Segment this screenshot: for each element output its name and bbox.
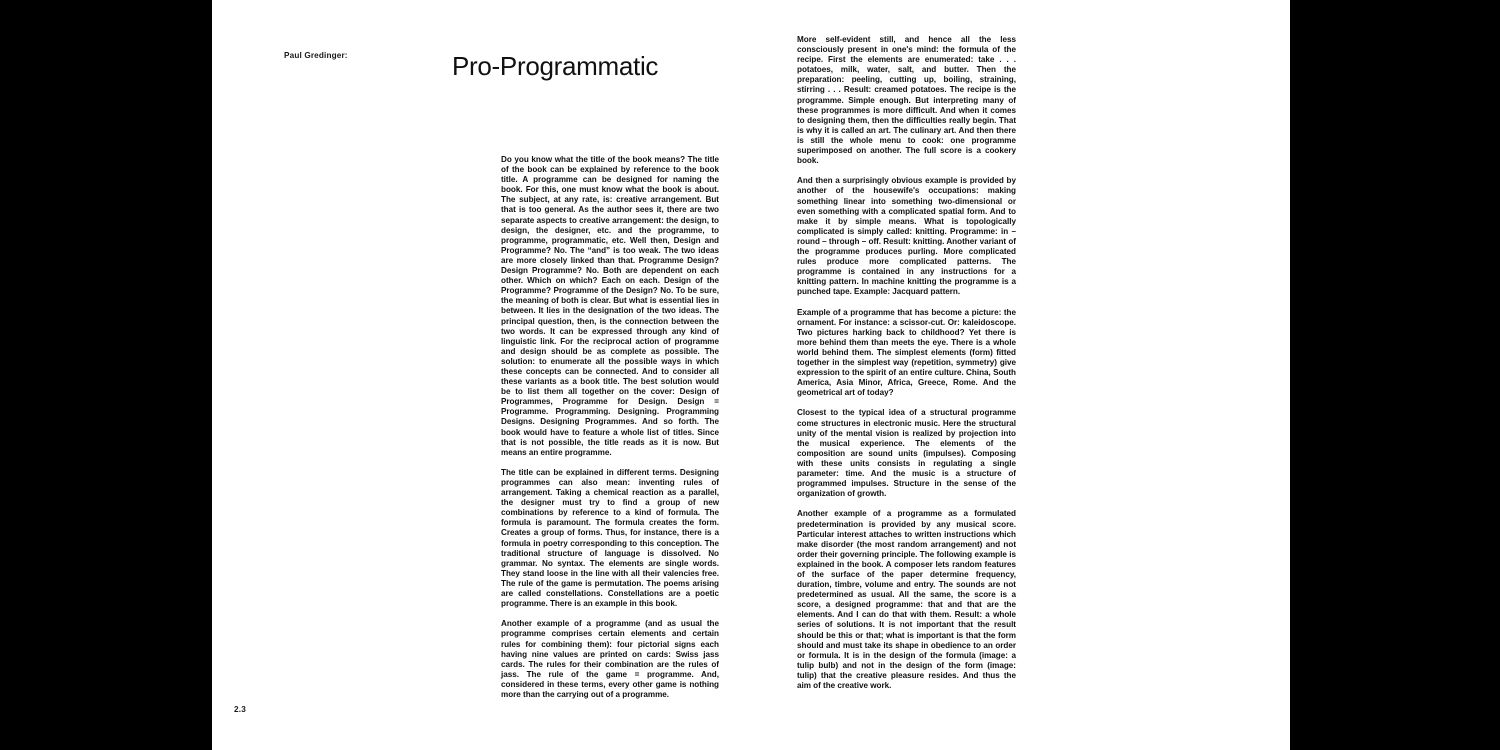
- paragraph: Another example of a programme (and as usual the programme comprises certain elements and certain rules for combining them): four pictorial signs each having nine values are printed on cards: Swiss jass cards. The rules for their combination are the rules of jass. The rule of the game = programme. And, considered in these terms, every other game is nothing more than the carrying out of a programme.: [501, 619, 719, 699]
- paragraph: The title can be explained in different terms. Designing programmes can also mean: inventing rules of arrangement. Taking a chemical reaction as a parallel, the designer must try to find a group of new combinations by reference to a kind of formula. The formula is paramount. The formula creates the form. Creates a group of forms. Thus, for instance, there is a formula in poetry corresponding to this conception. The traditional structure of language is dissolved. No grammar. No syntax. The elements are single words. They stand loose in the line with all their valencies free. The rule of the game is permutation. The poems arising are called constellations. Constellations are a poetic programme. There is an example in this book.: [501, 467, 719, 609]
- paragraph: Do you know what the title of the book means? The title of the book can be explained by reference to the book title. A programme can be designed for naming the book. For this, one must know what the book is about. The subject, at any rate, is: creative arrangement. But that is too general. As the author sees it, there are two separate aspects to creative arrangement: the design, to design, the designer, etc. and the programme, to programme, programmatic, etc. Well then, Design and Programme? No. The “and” is too weak. The two ideas are more closely linked than that. Programme Design? Design Programme? No. Both are dependent on each other. Which on which? Each on each. Design of the Programme? Programme of the Design? No. To be sure, the meaning of both is clear. But what is essential lies in between. It lies in the designation of the two ideas. The principal question, then, is the connection between the two words. It can be expressed through any kind of linguistic link. For the reciprocal action of programme and design should be as complete as possible. The solution: to enumerate all the possible ways in which these concepts can be connected. And to consider all these variants as a book title. The best solution would be to list them all together on the cover: Design of Programmes, Programme for Design. Design = Programme. Programming. Designing. Programming Designs. Designing Programmes. And so forth. The book would have to feature a whole list of titles. Since that is not possible, the title reads as it is now. But means an entire programme.: [501, 155, 719, 457]
- paragraph: Closest to the typical idea of a structural programme come structures in electronic music. Here the structural unity of the mental vision is realized by projection into the musical experience. The elements of the composition are sound units (impulses). Composing with these units consists in regulating a single parameter: time. And the music is a structure of programmed impulses. Structure in the sense of the organization of growth.: [797, 408, 1016, 499]
- author-byline: Paul Gredinger:: [284, 51, 348, 60]
- page-folio: 2.3: [234, 705, 246, 714]
- paragraph: More self-evident still, and hence all the less consciously present in one's mind: the formula of the recipe. First the elements are enumerated: take . . . potatoes, milk, water, salt, and butter. Then the preparation: peeling, cutting up, boiling, straining, stirring . . . Result: creamed potatoes. The recipe is the programme. Simple enough. But interpreting many of these programmes is more difficult. And when it comes to designing them, then the difficulties really begin. That is why it is called an art. The culinary art. And then there is still the whole menu to cook: one programme superimposed on another. The full score is a cookery book.: [797, 35, 1016, 166]
- paragraph: Example of a programme that has become a picture: the ornament. For instance: a scissor-cut. Or: kaleidoscope. Two pictures harking back to childhood? Yet there is more behind them than meets the eye. There is a whole world behind them. The simplest elements (form) fitted together in the simplest way (repetition, symmetry) give expression to the spirit of an entire culture. China, South America, Asia Minor, Africa, Greece, Rome. And the geometrical art of today?: [797, 307, 1016, 398]
- book-page: [212, 0, 1290, 750]
- text-column-right: [797, 35, 1016, 691]
- page-title: Pro-Programmatic: [452, 51, 659, 82]
- paragraph: Another example of a programme as a formulated predetermination is provided by any musical score. Particular interest attaches to written instructions which make disorder (the most random arrangement) and not order their governing principle. The following example is explained in the book. A composer lets random features of the surface of the paper determine frequency, duration, timbre, volume and entry. The sounds are not predetermined as usual. All the same, the score is a score, a designed programme: that and that are the elements. And I can do that with them. Result: a whole series of solutions. It is not important that the result should be this or that; what is important is that the form should and must take its shape in obedience to an order or formula. It is in the design of the formula (image: a tulip bulb) and not in the design of the form (image: tulip) that the creative pleasure resides. And thus the aim of the creative work.: [797, 509, 1016, 690]
- paragraph: And then a surprisingly obvious example is provided by another of the housewife's occupations: making something linear into something two-dimensional or even something with a complicated spatial form. And to make it by simple means. What is topologically complicated is simply called: knitting. Programme: in – round – through – off. Result: knitting. Another variant of the programme produces purling. More complicated rules produce more complicated patterns. The programme is contained in any instructions for a knitting pattern. In machine knitting the programme is a punched tape. Example: Jacquard pattern.: [797, 176, 1016, 297]
- text-column-left: [501, 155, 719, 700]
